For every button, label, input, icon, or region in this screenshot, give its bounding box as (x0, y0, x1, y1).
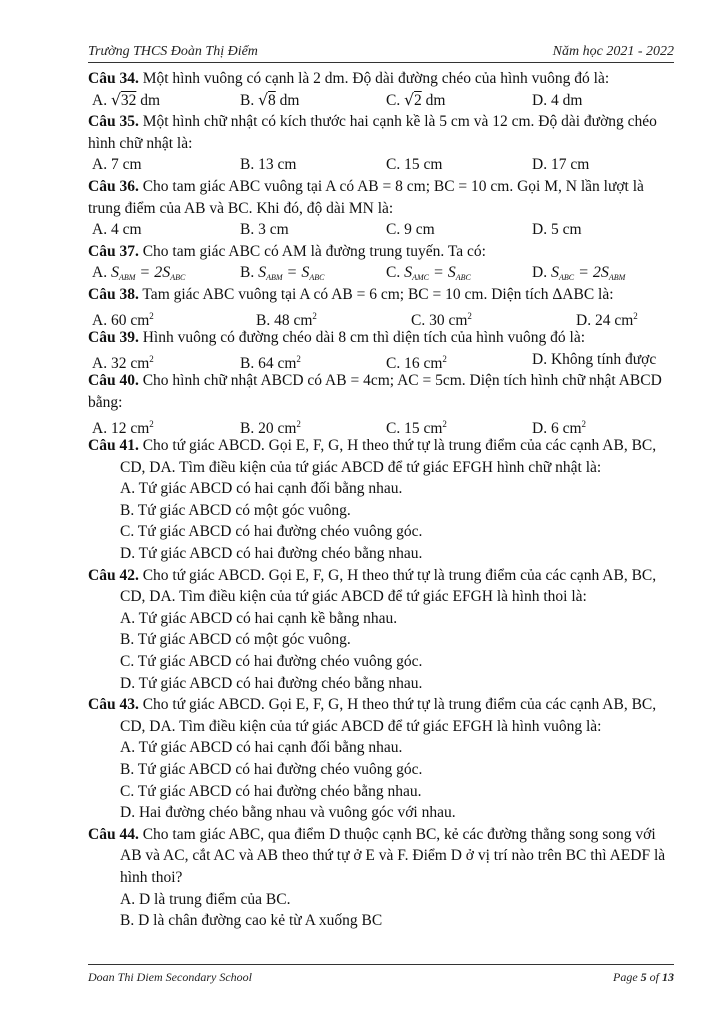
question-text: Cho tam giác ABC vuông tại A có AB = 8 cm; BC = 10 cm. Gọi M, N lần lượt là trung điểm của AB và BC. Khi đó, độ dài MN là: (88, 177, 644, 217)
question-number: Câu 38. (88, 285, 139, 303)
page-of: of (646, 970, 662, 984)
option-label: D. (532, 264, 548, 282)
answer-option-c: C. Tứ giác ABCD có hai đường chéo bằng nhau. (120, 782, 422, 800)
unit: dm (425, 91, 446, 109)
answer-option-c: C. Tứ giác ABCD có hai đường chéo vuông góc. (120, 653, 423, 671)
answer-option-b (256, 306, 317, 332)
answer-option-a (92, 306, 154, 332)
header-school: Trường THCS Đoàn Thị Điểm (88, 44, 258, 59)
answer-option-d: D. 17 cm (532, 156, 590, 174)
option-label: A. (92, 264, 108, 282)
answer-row (88, 414, 674, 436)
exponent: 2 (581, 418, 587, 429)
answer-option-c (386, 414, 447, 440)
answer-option-a: A. Tứ giác ABCD có hai cạnh kề bằng nhau. (120, 609, 398, 627)
answer-option-c (386, 262, 471, 289)
answer-option-d: D. Tứ giác ABCD có hai đường chéo bằng nhau. (120, 545, 423, 563)
option-label: C. (386, 264, 401, 282)
header-year: Năm học 2021 - 2022 (552, 44, 674, 59)
header-divider (88, 62, 674, 63)
page-current: 5 (640, 970, 647, 984)
exponent: 2 (296, 418, 301, 429)
page-header (88, 40, 674, 62)
question-number: Câu 34. (88, 70, 139, 87)
answer-row (88, 349, 674, 371)
answer-option-d (532, 262, 625, 289)
option-text: A. 60 cm (92, 311, 150, 329)
answer-option-b: B. Tứ giác ABCD có một góc vuông. (120, 501, 351, 519)
radicand: 2 (413, 91, 422, 109)
option-label: A. (92, 91, 108, 109)
answer-option-d: D. Tứ giác ABCD có hai đường chéo bằng nhau. (120, 674, 423, 692)
answer-option-a (92, 414, 154, 440)
option-label: C. (386, 91, 401, 109)
answer-option-c: C. 15 cm (386, 156, 443, 174)
page-footer (88, 968, 674, 988)
question-number: Câu 36. (88, 177, 139, 195)
page-number (613, 970, 674, 985)
answer-option-a (92, 349, 154, 375)
exponent: 2 (149, 353, 154, 364)
sqrt-symbol: √ (404, 90, 414, 109)
radicand: 32 (120, 91, 137, 109)
exponent: 2 (149, 418, 154, 429)
question-number: Câu 39. (88, 329, 139, 347)
answer-option-a (92, 90, 160, 112)
question-number: Câu 37. (88, 242, 139, 260)
answer-option-b: B. 3 cm (240, 221, 289, 239)
question-42 (88, 565, 674, 608)
exponent: 2 (296, 353, 301, 364)
question-40 (88, 370, 674, 413)
answer-option-a: A. Tứ giác ABCD có hai cạnh đối bằng nhau. (120, 480, 403, 498)
exponent: 2 (633, 310, 638, 321)
answer-row (88, 262, 674, 284)
option-text: D. 6 cm (532, 419, 582, 437)
answer-option-b (240, 262, 324, 289)
area-formula: $S_{AMC} = S_{ABC}$ (404, 264, 471, 283)
question-number: Câu 42. (88, 566, 139, 584)
answer-row (88, 154, 674, 176)
option-label: B. (240, 264, 255, 282)
option-text: A. 12 cm (92, 419, 150, 437)
area-formula: $S_{ABC} = 2S_{ABM}$ (550, 264, 626, 283)
answer-option-b (240, 414, 301, 440)
question-text: Cho tứ giác ABCD. Gọi E, F, G, H theo thứ tự là trung điểm của các cạnh AB, BC, CD, DA. Tìm điều kiện của tứ giác ABCD để tứ giác EFGH hình chữ nhật là: (120, 437, 657, 476)
question-35 (88, 111, 674, 154)
option-text: D. 24 cm (576, 311, 634, 329)
question-36 (88, 176, 674, 219)
answer-option-a: A. Tứ giác ABCD có hai cạnh đối bằng nhau. (120, 739, 403, 757)
page-total: 13 (662, 970, 674, 984)
question-text: Cho tứ giác ABCD. Gọi E, F, G, H theo thứ tự là trung điểm của các cạnh AB, BC, CD, DA. Tìm điều kiện của tứ giác ABCD để tứ giác EFGH là hình vuông là: (120, 696, 657, 735)
question-number: Câu 44. (88, 825, 139, 843)
exponent: 2 (149, 310, 154, 321)
footer-divider (88, 964, 674, 965)
exponent: 2 (442, 418, 447, 429)
answer-option-d (532, 414, 586, 440)
question-number: Câu 41. (88, 437, 139, 455)
radicand: 8 (267, 91, 276, 109)
question-37 (88, 241, 674, 263)
answer-option-a: A. 7 cm (92, 156, 142, 174)
answer-option-b: B. 13 cm (240, 156, 297, 174)
unit: dm (279, 91, 300, 109)
questions-content (88, 68, 674, 932)
answer-option-c (386, 90, 445, 112)
sqrt-symbol: √ (258, 90, 268, 109)
option-text: C. 16 cm (386, 354, 443, 372)
answer-option-b (240, 90, 299, 112)
unit: dm (140, 91, 161, 109)
answer-option-d: D. Không tính được (532, 350, 657, 368)
exponent: 2 (312, 310, 317, 321)
answer-option-a: A. 4 cm (92, 221, 142, 239)
question-text: Cho tam giác ABC có AM là đường trung tuyến. Ta có: (138, 242, 486, 260)
answer-option-c (411, 306, 472, 332)
question-34 (88, 68, 674, 90)
question-number: Câu 40. (88, 372, 139, 390)
question-number: Câu 35. (88, 113, 139, 131)
answer-option-a (92, 262, 185, 289)
question-text: Một hình chữ nhật có kích thước hai cạnh kề là 5 cm và 12 cm. Độ dài đường chéo hình chữ nhật là: (88, 113, 657, 152)
answer-option-b: B. D là chân đường cao kẻ từ A xuống BC (120, 912, 383, 930)
question-44 (88, 824, 674, 889)
sqrt-symbol: √ (110, 90, 121, 109)
answer-option-a: A. D là trung điểm của BC. (120, 890, 291, 908)
answer-option-b: B. Tứ giác ABCD có một góc vuông. (120, 631, 351, 649)
question-text: Cho tứ giác ABCD. Gọi E, F, G, H theo thứ tự là trung điểm của các cạnh AB, BC, CD, DA. Tìm điều kiện của tứ giác ABCD để tứ giác EFGH là hình thoi là: (120, 566, 657, 606)
question-text: Một hình vuông có cạnh là 2 dm. Độ dài đường chéo của hình vuông đó là: (138, 70, 610, 87)
option-text: A. 32 cm (92, 354, 150, 372)
question-text: Tam giác ABC vuông tại A có AB = 6 cm; BC = 10 cm. Diện tích ΔABC là: (138, 285, 614, 303)
answer-option-d: D. 5 cm (532, 221, 582, 239)
question-number: Câu 43. (88, 696, 139, 714)
answer-option-c (386, 349, 447, 375)
area-formula: $S_{ABM} = 2S_{ABC}$ (110, 264, 186, 283)
question-text: Cho hình chữ nhật ABCD có AB = 4cm; AC = 5cm. Diện tích hình chữ nhật ABCD bằng: (88, 372, 662, 411)
answer-row (88, 90, 674, 112)
footer-school: Doan Thi Diem Secondary School (88, 970, 252, 984)
page-prefix: Page (613, 970, 641, 984)
option-text: C. 30 cm (411, 311, 468, 329)
area-formula: $S_{ABM} = S_{ABC}$ (258, 264, 325, 283)
answer-option-d (576, 306, 638, 332)
question-43 (88, 694, 674, 737)
answer-option-b: B. Tứ giác ABCD có hai đường chéo vuông góc. (120, 761, 423, 778)
answer-option-b (240, 349, 301, 375)
exponent: 2 (467, 310, 472, 321)
answer-row (88, 306, 674, 328)
answer-option-c: C. Tứ giác ABCD có hai đường chéo vuông góc. (120, 523, 423, 541)
exponent: 2 (442, 353, 447, 364)
answer-option-d: D. 4 dm (532, 91, 583, 109)
option-text: C. 15 cm (386, 419, 443, 437)
option-text: B. 64 cm (240, 354, 297, 372)
question-text: Hình vuông có đường chéo dài 8 cm thì diện tích của hình vuông đó là: (138, 329, 586, 347)
option-text: B. 20 cm (240, 419, 297, 437)
option-label: B. (240, 91, 255, 109)
answer-option-d: D. Hai đường chéo bằng nhau và vuông góc với nhau. (120, 804, 456, 822)
answer-row (88, 219, 674, 241)
answer-option-c: C. 9 cm (386, 221, 435, 239)
question-41 (88, 435, 674, 478)
option-text: B. 48 cm (256, 311, 313, 329)
question-text: Cho tam giác ABC, qua điểm D thuộc cạnh BC, kẻ các đường thẳng song song với AB và AC, cắt AC và AB theo thứ tự ở E và F. Điểm D ở vị trí nào trên BC thì AEDF là hình thoi? (120, 825, 666, 886)
